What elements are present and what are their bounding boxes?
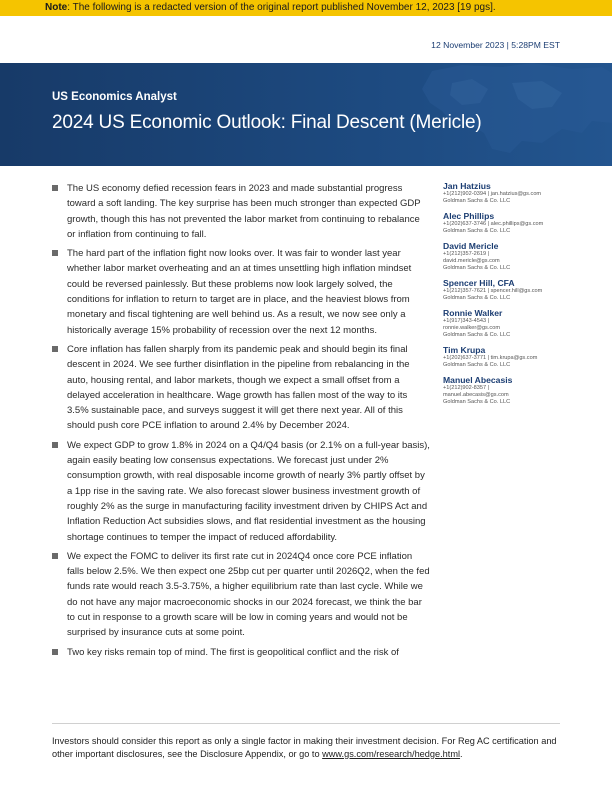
disclaimer-text: Investors should consider this report as only a single factor in making their investment decision. For Reg AC certification and other important disclosures, see the Disclosure Appendix, or go to (52, 736, 557, 759)
note-bar (0, 0, 612, 16)
footer-divider (52, 723, 560, 724)
author-firm: Goldman Sachs & Co. LLC (443, 265, 511, 271)
author-entry (443, 308, 583, 339)
author-name: Jan Hatzius (443, 181, 491, 191)
author-name: Alec Phillips (443, 211, 495, 221)
author-firm: Goldman Sachs & Co. LLC (443, 295, 511, 301)
bullet-text: We expect GDP to grow 1.8% in 2024 on a Q4/Q4 basis (or 2.1% on a full-year basis), again easily beating low consensus expectations. We forecast just under 2% consumption growth, with real disposable income growth of nearly 3% partly offset by a 1pp rise in the saving rate. We also forecast slower business investment growth of roughly 2% as the surge in manufacturing facility investment driven by CHIPS Act and Inflation Reduction Act subsidies slows, and flat residential investment as the housing shortage continues to temper the impact of reduced affordability. (67, 439, 430, 543)
author-firm: Goldman Sachs & Co. LLC (443, 362, 511, 368)
bullet-text: The US economy defied recession fears in 2023 and made substantial progress toward a soft landing. The key surprise has been much stronger than expected GDP growth, though this has not prevented the labor market from continuing to rebalance or inflation from continuing to fall. (67, 183, 421, 240)
author-firm: Goldman Sachs & Co. LLC (443, 399, 511, 405)
author-phone: +1(917)343-4543 | (443, 318, 490, 324)
author-firm: Goldman Sachs & Co. LLC (443, 228, 511, 234)
bullet-text: The hard part of the inflation fight now looks over. It was fair to wonder last year whether labor market overheating and an at times unsettling high inflation mindset could be reversed painlessly. But these problems now look largely solved, the conditions for inflation to return to target are in place, and the heaviest blows from monetary and fiscal tightening are well behind us. As a result, we now see only a historically average 15% probability of recession over the next 12 months. (67, 248, 412, 336)
bullet-item (52, 246, 430, 338)
author-list (443, 181, 583, 412)
bullet-text: Core inflation has fallen sharply from its pandemic peak and should begin its final descent in 2024. We see further disinflation in the pipeline from rebalancing in the auto, housing rental, and labor markets, though we expect a small offset from a delayed acceleration in healthcare. Wage growth has fallen most of the way to its 3.5% sustainable pace, and surveys suggest it will get there next year. All of this should push core PCE inflation to around 2.4% by December 2024. (67, 343, 410, 432)
bullet-text: We expect the FOMC to deliver its first rate cut in 2024Q4 once core PCE inflation falls below 2.5%. We then expect one 25bp cut per quarter until 2026Q2, when the fed funds rate would reach 3.5-3.75%, a higher equilibrium rate than last cycle. While we do not have any major macroeconomic shocks in our 2024 forecast, we think the bar to cut in response to a growth scare will be low in coming years and would not be surprised by insurance cuts at some point. (67, 550, 430, 639)
bullet-item (52, 645, 430, 660)
author-entry (443, 211, 583, 235)
note-body: : The following is a redacted version of the original report published November 12, 2023 [19 pgs]. (67, 2, 496, 13)
author-phone: +1(212)357-2619 | (443, 251, 490, 257)
author-firm: Goldman Sachs & Co. LLC (443, 332, 511, 338)
title-banner (0, 63, 612, 166)
author-name: Spencer Hill, CFA (443, 278, 515, 288)
author-name: Manuel Abecasis (443, 375, 513, 385)
author-entry (443, 375, 583, 406)
report-series: US Economics Analyst (52, 91, 177, 103)
bullet-item (52, 181, 430, 242)
bullet-item (52, 342, 430, 434)
bullet-item (52, 549, 430, 641)
author-email[interactable]: manuel.abecasis@gs.com (443, 392, 509, 398)
author-contact[interactable]: +1(202)637-3746 | alec.phillips@gs.com (443, 221, 544, 227)
author-entry (443, 278, 583, 302)
author-name: Tim Krupa (443, 345, 486, 355)
bullet-square-icon (52, 649, 58, 655)
summary-bullets (52, 181, 430, 664)
report-date: 12 November 2023 | 5:28PM EST (431, 40, 560, 50)
author-entry (443, 345, 583, 369)
author-name: Ronnie Walker (443, 308, 503, 318)
author-entry (443, 241, 583, 272)
bullet-item (52, 438, 430, 545)
disclaimer (52, 735, 562, 760)
author-email[interactable]: ronnie.walker@gs.com (443, 325, 500, 331)
bullet-text: Two key risks remain top of mind. The first is geopolitical conflict and the risk of (67, 646, 399, 658)
author-phone: +1(212)902-8357 | (443, 385, 490, 391)
note-label: Note (45, 2, 68, 13)
author-entry (443, 181, 583, 205)
disclaimer-end: . (460, 748, 463, 759)
bullet-square-icon (52, 553, 58, 559)
report-title: 2024 US Economic Outlook: Final Descent (Mericle) (52, 112, 482, 133)
author-contact[interactable]: +1(202)637-3771 | tim.krupa@gs.com (443, 355, 538, 361)
author-contact[interactable]: +1(212)902-0394 | jan.hatzius@gs.com (443, 191, 542, 197)
author-email[interactable]: david.mericle@gs.com (443, 258, 500, 264)
disclosure-link[interactable]: www.gs.com/research/hedge.html (322, 748, 461, 759)
note-text (45, 0, 496, 16)
bullet-square-icon (52, 185, 58, 191)
author-name: David Mericle (443, 241, 499, 251)
bullet-square-icon (52, 442, 58, 448)
bullet-square-icon (52, 250, 58, 256)
author-firm: Goldman Sachs & Co. LLC (443, 198, 511, 204)
author-contact[interactable]: +1(212)357-7621 | spencer.hill@gs.com (443, 288, 543, 294)
bullet-square-icon (52, 346, 58, 352)
